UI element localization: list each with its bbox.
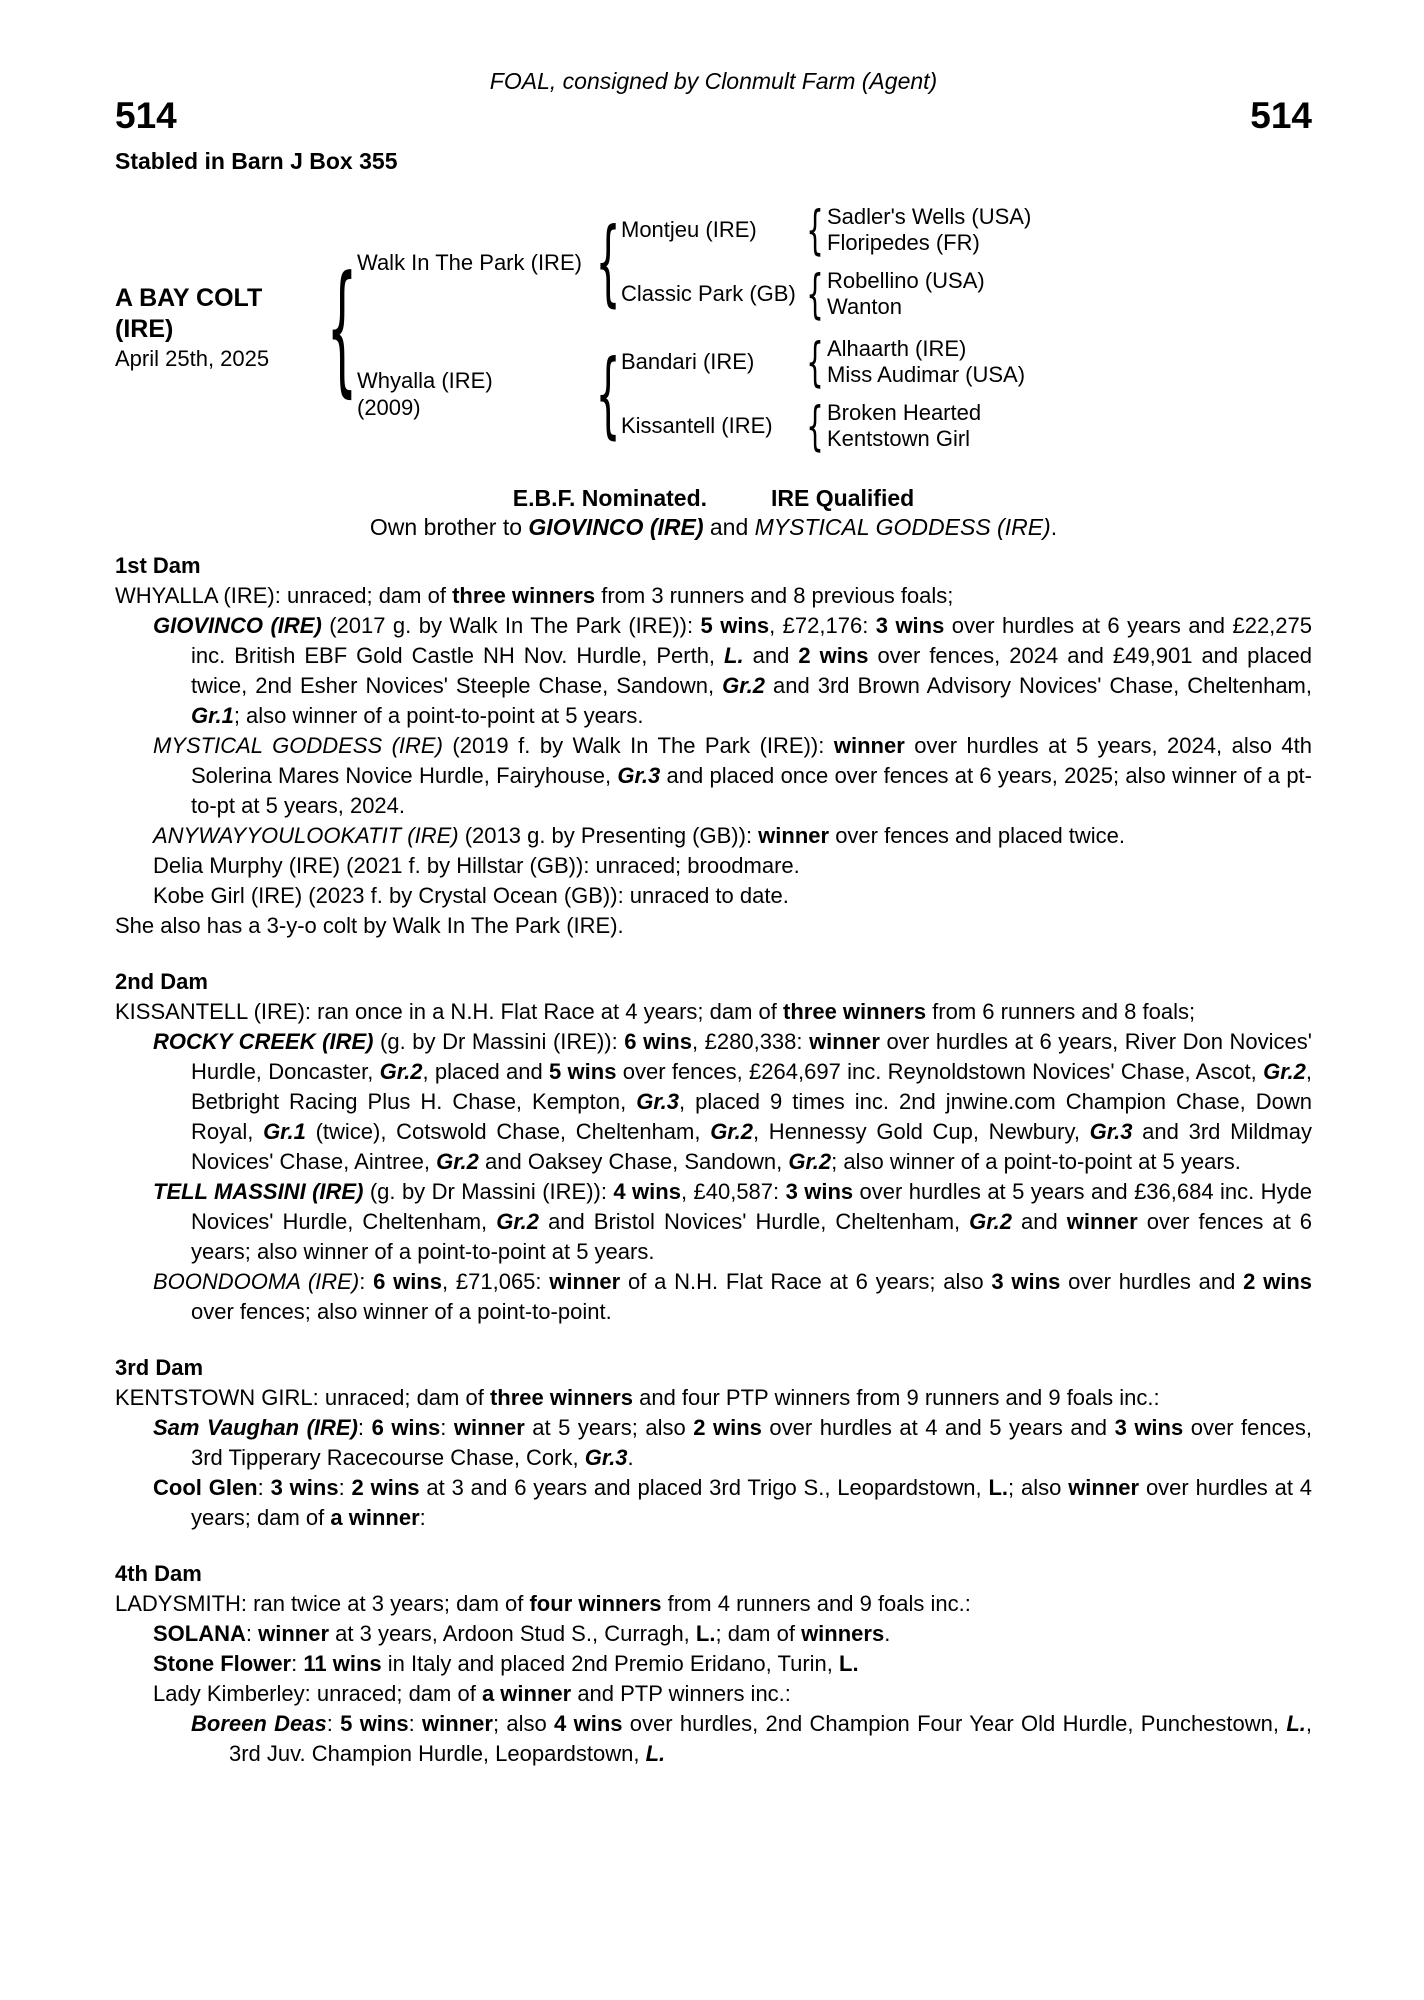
dam-name bbox=[357, 367, 595, 421]
pedigree-paragraph: Sam Vaughan (IRE): 6 wins: winner at 5 years; also 2 wins over hurdles at 4 and 5 years and 3 wins over fences, 3rd Tipperary Racecourse Chase, Cork, Gr.3. bbox=[153, 1415, 1312, 1470]
sire-dam-dam-name: Wanton bbox=[827, 294, 903, 319]
pedigree-paragraph: Cool Glen: 3 wins: 2 wins at 3 and 6 years and placed 3rd Trigo S., Leopardstown, L.; also winner over hurdles at 4 years; dam of a winner: bbox=[153, 1475, 1313, 1530]
section-heading: 3rd Dam bbox=[115, 1355, 204, 1380]
pedigree-paragraph: Delia Murphy (IRE) (2021 f. by Hillstar (GB)): unraced; broodmare. bbox=[153, 853, 800, 878]
sire-dam-group bbox=[621, 265, 1312, 323]
pedigree-paragraph: Boreen Deas: 5 wins: winner; also 4 wins over hurdles, 2nd Champion Four Year Old Hurdle, Punchestown, L., 3rd Juv. Champion Hurdle, Leopardstown, L. bbox=[191, 1711, 1312, 1766]
section-heading: 4th Dam bbox=[115, 1561, 202, 1586]
pedigree-paragraph: LADYSMITH: ran twice at 3 years; dam of four winners from 4 runners and 9 foals inc.: bbox=[115, 1591, 971, 1616]
dam-year-text: (2009) bbox=[357, 395, 421, 420]
brace-dam-dam-icon: { bbox=[806, 395, 824, 457]
notices-line bbox=[115, 485, 1312, 512]
pedigree-paragraph: GIOVINCO (IRE) (2017 g. by Walk In The Park (IRE)): 5 wins, £72,176: 3 wins over hurdles at 6 years and £22,275 inc. British EBF Gold Castle NH Nov. Hurdle, Perth, L. and 2 wins over fences, 2024 and £49,901 and placed twice, 2nd Esher Novices' Steeple Chase, Sandown, Gr.2 and 3rd Brown Advisory Novices' Chase, Cheltenham, Gr.1; also winner of a point-to-point at 5 years. bbox=[153, 613, 1312, 728]
pedigree-paragraph: BOONDOOMA (IRE): 6 wins, £71,065: winner of a N.H. Flat Race at 6 years; also 3 wins over hurdles and 2 wins over fences; also winner of a point-to-point. bbox=[153, 1269, 1313, 1324]
pedigree-paragraph: ANYWAYYOULOOKATIT (IRE) (2013 g. by Presenting (GB)): winner over fences and placed twice. bbox=[153, 823, 1126, 848]
pedigree-paragraph: KENTSTOWN GIRL: unraced; dam of three winners and four PTP winners from 9 runners and 9 foals inc.: bbox=[115, 1385, 1160, 1410]
sire-group bbox=[357, 201, 1312, 323]
dam-sire-dam-name: Miss Audimar (USA) bbox=[827, 362, 1026, 387]
lot-number-row bbox=[115, 97, 1312, 134]
pedigree-paragraph: TELL MASSINI (IRE) (g. by Dr Massini (IRE)): 4 wins, £40,587: 3 wins over hurdles at 5 years and £36,684 inc. Hyde Novices' Hurdle, Cheltenham, Gr.2 and Bristol Novices' Hurdle, Cheltenham, Gr.2 and winner over fences at 6 years; also winner of a point-to-point at 5 years. bbox=[153, 1179, 1313, 1264]
dam-sire-name: Bandari (IRE) bbox=[621, 349, 755, 374]
subject-name-line1: A BAY COLT bbox=[115, 284, 263, 312]
sire-sire-dam-name: Floripedes (FR) bbox=[827, 230, 980, 255]
dam-dam-dam-name: Kentstown Girl bbox=[827, 426, 971, 451]
subject-name-line2: (IRE) bbox=[115, 315, 174, 343]
sire-dam-sire-name: Robellino (USA) bbox=[827, 268, 985, 293]
dam-name-text: Whyalla (IRE) bbox=[357, 368, 493, 393]
dam-dam-group bbox=[621, 397, 1312, 455]
generation-1-column bbox=[357, 201, 1312, 455]
lot-number-right: 514 bbox=[1250, 95, 1312, 136]
dam-group bbox=[357, 333, 1312, 455]
brace-dam-icon: { bbox=[595, 339, 621, 449]
pedigree-paragraph: WHYALLA (IRE): unraced; dam of three winners from 3 runners and 8 previous foals; bbox=[115, 583, 954, 608]
pedigree-paragraph: Lady Kimberley: unraced; dam of a winner and PTP winners inc.: bbox=[153, 1681, 791, 1706]
pedigree-paragraph: She also has a 3-y-o colt by Walk In The Park (IRE). bbox=[115, 913, 624, 938]
subject-block bbox=[115, 283, 327, 373]
own-brother-line: Own brother to GIOVINCO (IRE) and MYSTICAL GODDESS (IRE). bbox=[369, 514, 1058, 540]
section-heading: 1st Dam bbox=[115, 553, 201, 578]
subject-foaling-date: April 25th, 2025 bbox=[115, 346, 270, 371]
pedigree-text-sections bbox=[115, 551, 1312, 1769]
pedigree-paragraph: ROCKY CREEK (IRE) (g. by Dr Massini (IRE)): 6 wins, £280,338: winner over hurdles at 6 years, River Don Novices' Hurdle, Doncaster, Gr.2, placed and 5 wins over fences, £264,697 inc. Reynoldstown Novices' Chase, Ascot, Gr.2, Betbright Racing Plus H. Chase, Kempton, Gr.3, placed 9 times inc. 2nd jnwine.com Champion Chase, Down Royal, Gr.1 (twice), Cotswold Chase, Cheltenham, Gr.2, Hennessy Gold Cup, Newbury, Gr.3 and 3rd Mildmay Novices' Chase, Aintree, Gr.2 and Oaksey Chase, Sandown, Gr.2; also winner of a point-to-point at 5 years. bbox=[153, 1029, 1313, 1174]
brace-sire-icon: { bbox=[595, 207, 621, 317]
pedigree-paragraph: SOLANA: winner at 3 years, Ardoon Stud S., Curragh, L.; dam of winners. bbox=[153, 1621, 891, 1646]
ebf-nominated-text: E.B.F. Nominated. bbox=[512, 485, 708, 511]
sire-sire-sire-name: Sadler's Wells (USA) bbox=[827, 204, 1032, 229]
dam-sire-sire-name: Alhaarth (IRE) bbox=[827, 336, 967, 361]
brace-sire-sire-icon: { bbox=[806, 199, 824, 261]
section-heading: 2nd Dam bbox=[115, 969, 208, 994]
lot-number-left: 514 bbox=[115, 95, 177, 136]
dam-dam-name: Kissantell (IRE) bbox=[621, 413, 773, 438]
stabling-info: Stabled in Barn J Box 355 bbox=[115, 148, 398, 174]
pedigree-paragraph: Stone Flower: 11 wins in Italy and placed 2nd Premio Eridano, Turin, L. bbox=[153, 1651, 859, 1676]
pedigree-paragraph: Kobe Girl (IRE) (2023 f. by Crystal Ocean (GB)): unraced to date. bbox=[153, 883, 789, 908]
dam-dam-sire-name: Broken Hearted bbox=[827, 400, 982, 425]
brace-gen1-icon: { bbox=[326, 245, 358, 411]
ire-qualified-text: IRE Qualified bbox=[771, 485, 915, 511]
dam-sire-group bbox=[621, 333, 1312, 391]
sire-sire-name: Montjeu (IRE) bbox=[621, 217, 757, 242]
sire-dam-name: Classic Park (GB) bbox=[621, 281, 796, 306]
pedigree-table bbox=[115, 201, 1312, 455]
pedigree-paragraph: KISSANTELL (IRE): ran once in a N.H. Flat Race at 4 years; dam of three winners from 6 runners and 8 foals; bbox=[115, 999, 1196, 1024]
brace-dam-sire-icon: { bbox=[806, 331, 824, 393]
consignor-line: FOAL, consigned by Clonmult Farm (Agent) bbox=[489, 68, 938, 94]
sire-name: Walk In The Park (IRE) bbox=[357, 249, 582, 275]
pedigree-paragraph: MYSTICAL GODDESS (IRE) (2019 f. by Walk In The Park (IRE)): winner over hurdles at 5 years, 2024, also 4th Solerina Mares Novice Hurdle, Fairyhouse, Gr.3 and placed once over fences at 6 years, 2025; also winner of a pt-to-pt at 5 years, 2024. bbox=[153, 733, 1312, 818]
brace-sire-dam-icon: { bbox=[806, 263, 824, 325]
sire-sire-group bbox=[621, 201, 1312, 259]
